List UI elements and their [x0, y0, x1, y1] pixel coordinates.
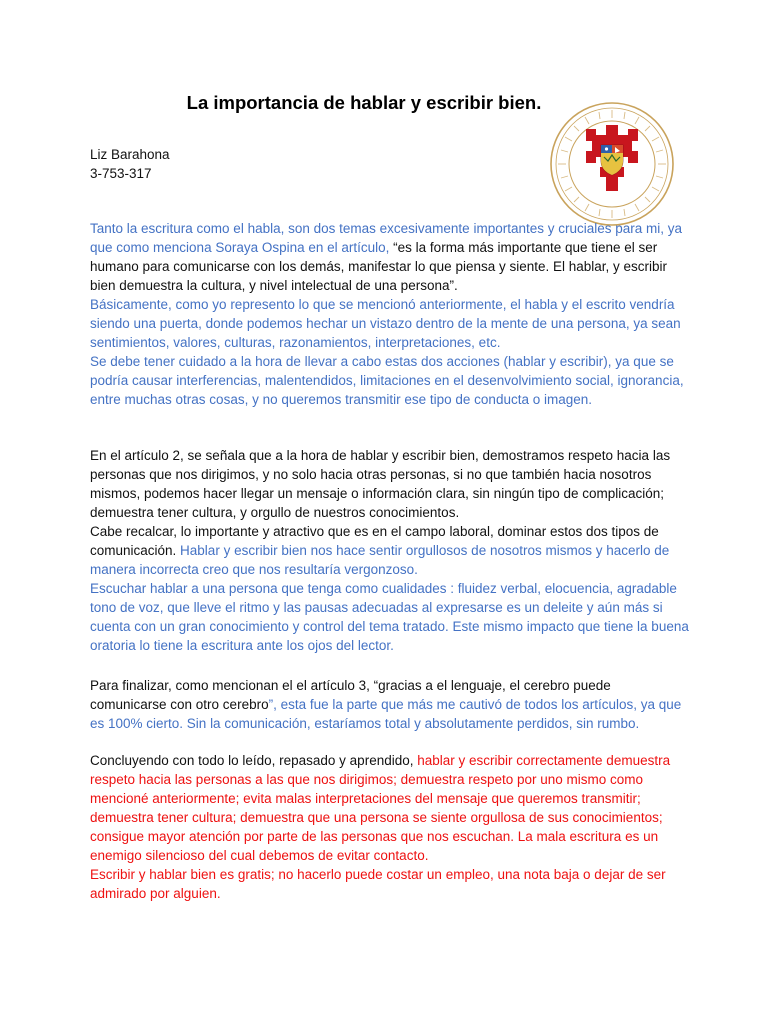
page-title: La importancia de hablar y escribir bien. — [186, 92, 542, 113]
paragraph-3 — [90, 676, 690, 733]
text-run: Concluyendo con todo lo leído, repasado y aprendido, — [90, 753, 418, 768]
text-run: Escribir y hablar bien es gratis; no hacerlo puede costar un empleo, una nota baja o dejar de ser admirado por alguien. — [90, 867, 666, 901]
author-name: Liz Barahona — [90, 147, 170, 162]
author-id: 3-753-317 — [90, 165, 152, 181]
text-run: Cabe recalcar, lo importante y atractivo que es en el campo laboral, dominar estos dos tipos de comunicación. — [90, 524, 659, 558]
text-run: ”, esta fue la parte que más me cautivó de todos los artículos, ya que es 100% cierto. Sin la comunicación, estaríamos total y absolutamente perdidos, sin rumbo. — [90, 697, 682, 731]
text-run: Escuchar hablar a una persona que tenga como cualidades : fluidez verbal, elocuencia, agradable tono de voz, que lleve el ritmo y las pausas adecuadas al expresarse es un deleite y aún más si cuenta con un gran conocimiento y control del tema tratado. Este mismo impacto que tiene la buena oratoria lo tiene la escritura ante los ojos del lector. — [90, 581, 689, 653]
paragraph-4 — [90, 751, 690, 903]
text-run: Para finalizar, como mencionan el el artículo 3, “gracias a el lenguaje, el cerebro puede comunicarse con otro cerebro — [90, 678, 611, 712]
author-block — [90, 146, 170, 183]
text-run: hablar y escribir correctamente demuestra respeto hacia las personas a las que nos dirigimos; demuestra respeto por uno mismo como mencioné anteriormente; evita malas interpretaciones del mensaje que queremos transmitir; demuestra tener cultura; demuestra que una persona se siente orgullosa de sus conocimientos; consigue mayor atención por parte de las personas que nos escuchan. La mala escritura es un enemigo silencioso del cual debemos de evitar contacto. — [90, 753, 671, 863]
university-coat-of-arms-icon — [549, 101, 675, 227]
text-run: Básicamente, como yo represento lo que se mencionó anteriormente, el habla y el escrito vendría siendo una puerta, donde podemos hechar un vistazo dentro de la mente de una persona, ya sean sentimientos, valores, culturas, razonamientos, interpretaciones, etc. — [90, 297, 681, 350]
text-run: En el artículo 2, se señala que a la hora de hablar y escribir bien, demostramos respeto hacia las personas que nos dirigimos, y no solo hacia otras personas, si no que también hacia nosotros mismos, podemos hacer llegar un mensaje o información clara, sin ningún tipo de complicación; demuestra tener cultura, y orgullo de nuestros conocimientos. — [90, 448, 671, 520]
text-run: Se debe tener cuidado a la hora de llevar a cabo estas dos acciones (hablar y escribir), ya que se podría causar interferencias, malentendidos, limitaciones en el desenvolvimiento social, ignorancia, entre muchas otras cosas, y no queremos transmitir ese tipo de conducta o imagen. — [90, 354, 684, 407]
paragraph-2 — [90, 446, 690, 655]
text-run: Hablar y escribir bien nos hace sentir orgullosos de nosotros mismos y hacerlo de manera incorrecta creo que nos resultaría vergonzoso. — [90, 543, 670, 577]
text-run: Tanto la escritura como el habla, son dos temas excesivamente importantes y cruciales para mi, ya que como menciona Soraya Ospina en el artículo, — [90, 221, 683, 255]
text-run: “es la forma más importante que tiene el ser humano para comunicarse con los demás, manifestar lo que piensa y siente. El hablar, y escribir bien demuestra la cultura, y nivel intelectual de una persona”. — [90, 240, 668, 293]
paragraph-1 — [90, 219, 690, 409]
